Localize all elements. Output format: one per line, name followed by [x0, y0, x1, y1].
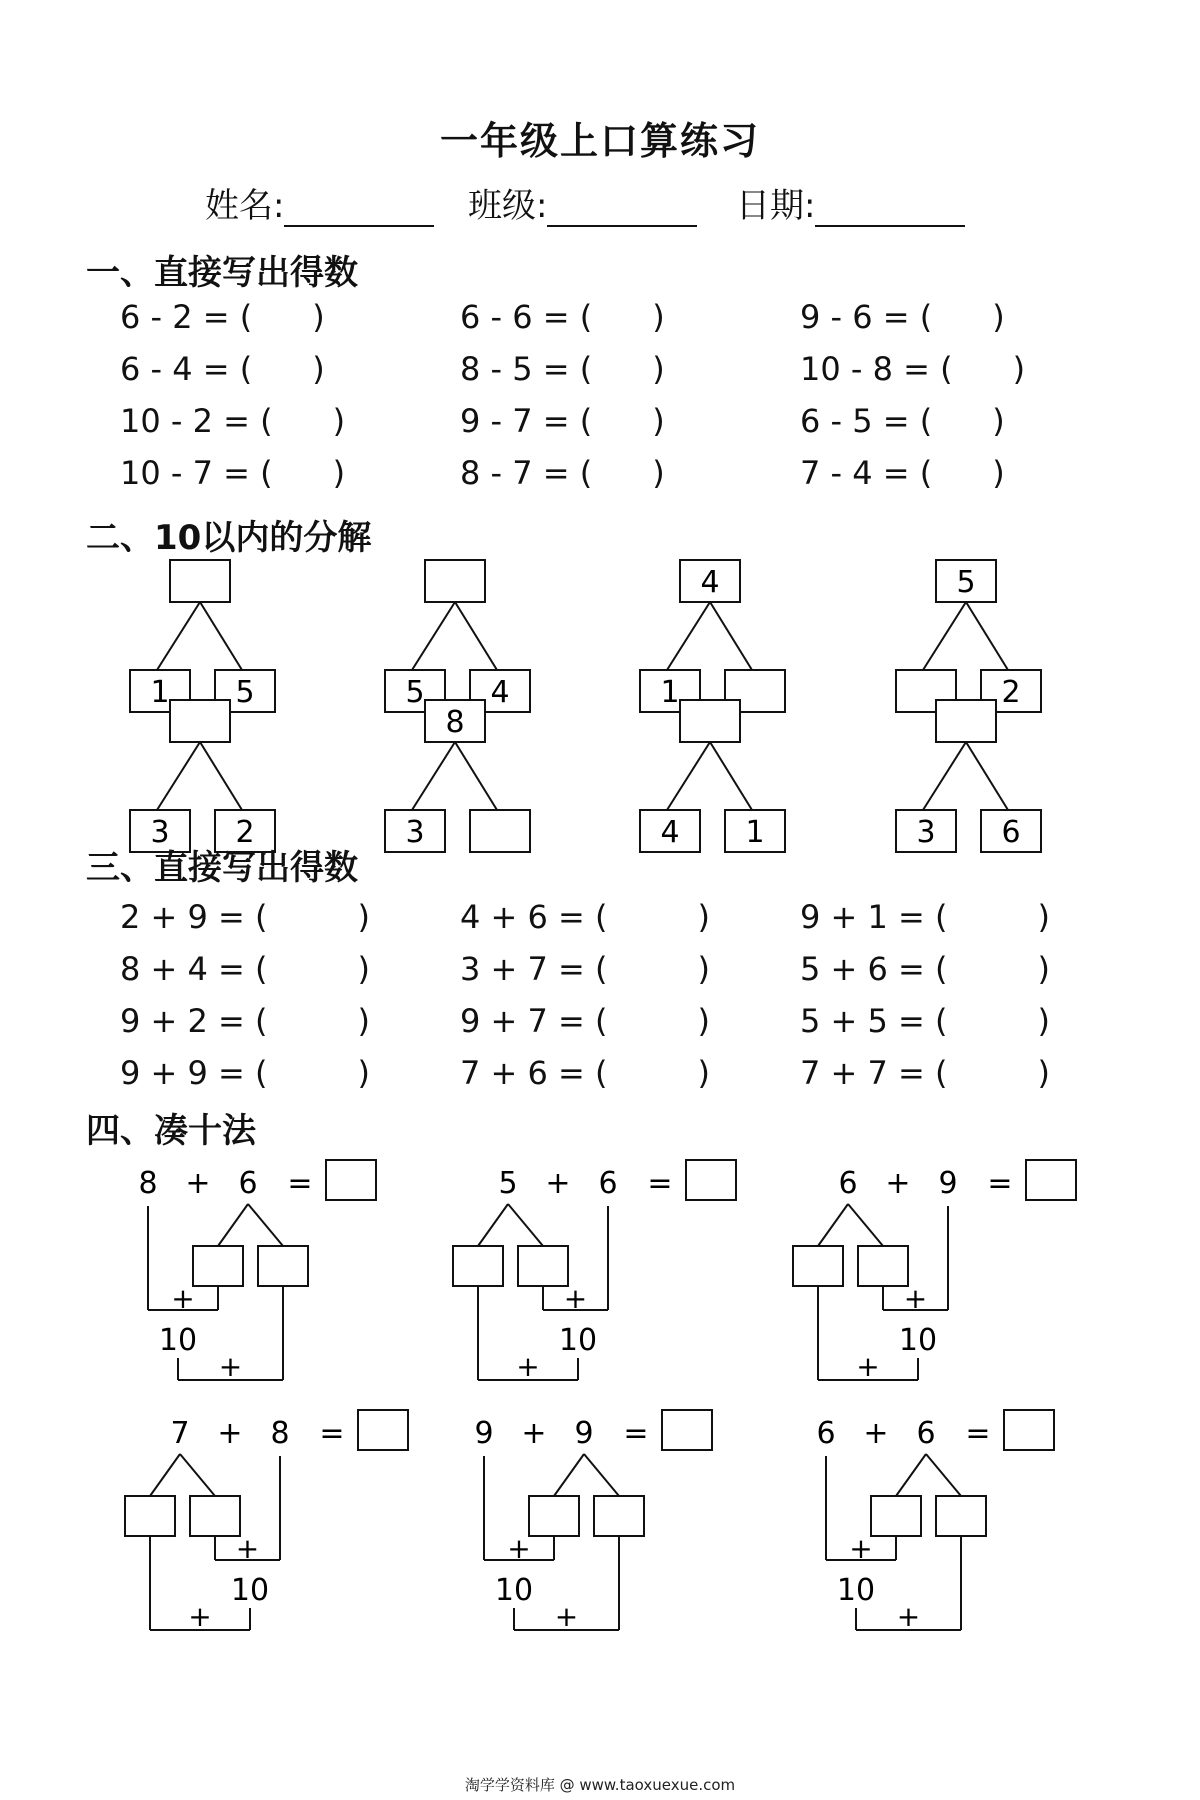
- problem-text: 10 - 8 =: [800, 350, 941, 388]
- problem-text: 7 + 6 =: [460, 1054, 596, 1092]
- answer-box[interactable]: [1026, 1160, 1076, 1200]
- answer-paren-open: (: [579, 454, 593, 492]
- answer-paren-open: (: [940, 350, 953, 388]
- answer-paren-open: (: [935, 950, 948, 988]
- decomp-right-box-value: 6: [1001, 815, 1021, 850]
- answer-paren-open: (: [239, 350, 253, 388]
- split-box-right[interactable]: [936, 1496, 986, 1536]
- plus-sign: +: [185, 1166, 211, 1201]
- answer-paren-close: ): [992, 454, 1005, 492]
- answer-paren-open: (: [595, 1002, 608, 1040]
- answer-paren-open: (: [935, 1002, 948, 1040]
- problem-text: 9 + 1 =: [800, 898, 936, 936]
- connector-line: [584, 1454, 619, 1496]
- problem-text: 6 - 5 =: [800, 402, 920, 440]
- answer-paren-open: (: [579, 298, 593, 336]
- ten-label: 10: [836, 1573, 876, 1608]
- answer-paren-open: (: [935, 898, 948, 936]
- equals-sign: =: [287, 1166, 313, 1201]
- split-box-right[interactable]: [258, 1246, 308, 1286]
- split-box-left[interactable]: [871, 1496, 921, 1536]
- decomp-right-box-value: 2: [1001, 675, 1021, 710]
- outer-plus: +: [516, 1350, 540, 1383]
- outer-plus: +: [856, 1350, 880, 1383]
- equals-sign: =: [319, 1416, 345, 1451]
- problem-text: 6 - 2 =: [120, 298, 240, 336]
- problem-text: 8 - 7 =: [460, 454, 580, 492]
- equals-sign: =: [623, 1416, 649, 1451]
- outer-plus: +: [218, 1350, 243, 1383]
- answer-paren-close: ): [312, 350, 325, 388]
- decomp-left-box-value: 4: [660, 815, 680, 850]
- section-2-heading: 二、10以内的分解: [86, 518, 372, 558]
- name-label: 姓名:: [205, 186, 285, 226]
- addend-b: 6: [916, 1416, 936, 1451]
- answer-paren-open: (: [919, 454, 933, 492]
- answer-paren-close: ): [697, 950, 710, 988]
- addend-b: 6: [598, 1166, 618, 1201]
- equals-sign: =: [647, 1166, 673, 1201]
- outer-plus: +: [188, 1600, 212, 1633]
- decomp-top-box-value: 4: [700, 565, 720, 600]
- equals-sign: =: [965, 1416, 991, 1451]
- problem-text: 10 - 2 =: [120, 402, 261, 440]
- split-box-left[interactable]: [125, 1496, 175, 1536]
- answer-paren-open: (: [595, 950, 608, 988]
- answer-box[interactable]: [686, 1160, 736, 1200]
- connector-line: [554, 1454, 584, 1496]
- plus-sign: +: [217, 1416, 243, 1451]
- problem-text: 8 + 4 =: [120, 950, 256, 988]
- footer-text: 淘学学资料库 @ www.taoxuexue.com: [464, 1776, 736, 1794]
- answer-paren-open: (: [255, 898, 268, 936]
- answer-paren-close: ): [357, 1002, 370, 1040]
- problem-text: 9 + 7 =: [460, 1002, 596, 1040]
- answer-paren-open: (: [595, 1054, 608, 1092]
- answer-paren-close: ): [1037, 1002, 1050, 1040]
- ten-label: 10: [230, 1573, 270, 1608]
- answer-paren-close: ): [652, 298, 665, 336]
- problem-text: 7 - 4 =: [800, 454, 920, 492]
- connector-line: [150, 1454, 180, 1496]
- answer-paren-close: ): [1037, 1054, 1050, 1092]
- answer-paren-open: (: [935, 1054, 948, 1092]
- connector-line: [180, 1454, 215, 1496]
- decomp-left-box-value: 1: [150, 675, 170, 710]
- addend-a: 9: [474, 1416, 494, 1451]
- answer-box[interactable]: [1004, 1410, 1054, 1450]
- addend-a: 7: [170, 1416, 190, 1451]
- addend-b: 6: [238, 1166, 258, 1201]
- problem-text: 9 + 2 =: [120, 1002, 256, 1040]
- decomp-right-box-value: 2: [235, 815, 255, 850]
- answer-paren-close: ): [652, 402, 665, 440]
- split-box-left[interactable]: [193, 1246, 243, 1286]
- answer-paren-open: (: [579, 402, 593, 440]
- decomp-top-box-value: 8: [445, 705, 465, 740]
- page-title: 一年级上口算练习: [439, 119, 760, 163]
- answer-box[interactable]: [358, 1410, 408, 1450]
- answer-box[interactable]: [326, 1160, 376, 1200]
- answer-paren-close: ): [332, 402, 346, 440]
- split-box-left[interactable]: [793, 1246, 843, 1286]
- problem-text: 5 + 5 =: [800, 1002, 936, 1040]
- connector-line: [818, 1204, 848, 1246]
- problem-text: 6 - 4 =: [120, 350, 240, 388]
- split-box-left[interactable]: [529, 1496, 579, 1536]
- plus-sign: +: [545, 1166, 571, 1201]
- answer-paren-open: (: [260, 454, 273, 492]
- section-3-heading: 三、直接写出得数: [86, 848, 358, 888]
- answer-paren-open: (: [579, 350, 593, 388]
- decomp-left-box-value: 3: [405, 815, 425, 850]
- problem-text: 8 - 5 =: [460, 350, 580, 388]
- split-box-right[interactable]: [858, 1246, 908, 1286]
- decomp-left-box-value: 1: [660, 675, 680, 710]
- plus-sign: +: [885, 1166, 911, 1201]
- decomp-top-box-value: 5: [956, 565, 976, 600]
- section-4-heading: 四、凑十法: [86, 1111, 256, 1151]
- decomp-right-box-value: 1: [745, 815, 765, 850]
- inner-plus: +: [563, 1282, 588, 1315]
- ten-label: 10: [494, 1573, 534, 1608]
- answer-paren-open: (: [595, 898, 608, 936]
- answer-paren-close: ): [1012, 350, 1026, 388]
- decomp-right-box-value: 5: [235, 675, 255, 710]
- inner-plus: +: [507, 1532, 531, 1565]
- connector-line: [218, 1204, 248, 1246]
- addend-b: 9: [574, 1416, 594, 1451]
- addend-b: 9: [938, 1166, 958, 1201]
- answer-paren-close: ): [992, 402, 1005, 440]
- problem-text: 2 + 9 =: [120, 898, 256, 936]
- answer-paren-open: (: [255, 1054, 268, 1092]
- answer-paren-open: (: [255, 950, 268, 988]
- answer-paren-close: ): [357, 950, 370, 988]
- ten-label: 10: [558, 1323, 598, 1358]
- answer-paren-close: ): [697, 1054, 710, 1092]
- section-1-heading: 一、直接写出得数: [86, 253, 358, 293]
- problem-text: 6 - 6 =: [460, 298, 580, 336]
- problem-text: 3 + 7 =: [460, 950, 596, 988]
- connector-line: [248, 1204, 283, 1246]
- problem-text: 4 + 6 =: [460, 898, 596, 936]
- outer-plus: +: [896, 1600, 921, 1633]
- addend-a: 8: [138, 1166, 158, 1201]
- addend-a: 6: [838, 1166, 858, 1201]
- answer-paren-close: ): [332, 454, 346, 492]
- answer-paren-open: (: [239, 298, 253, 336]
- decomp-right-box-value: 4: [490, 675, 510, 710]
- split-box-left[interactable]: [453, 1246, 503, 1286]
- inner-plus: +: [235, 1532, 260, 1565]
- inner-plus: +: [849, 1532, 873, 1565]
- connector-line: [848, 1204, 883, 1246]
- decomp-left-box-value: 3: [916, 815, 936, 850]
- decomp-left-box-value: 5: [405, 675, 425, 710]
- split-box-right[interactable]: [518, 1246, 568, 1286]
- decomp-left-box-value: 3: [150, 815, 170, 850]
- split-box-right[interactable]: [190, 1496, 240, 1536]
- answer-paren-close: ): [697, 1002, 710, 1040]
- inner-plus: +: [171, 1282, 195, 1315]
- problem-text: 9 - 6 =: [800, 298, 920, 336]
- class-label: 班级:: [468, 186, 548, 226]
- answer-paren-open: (: [255, 1002, 268, 1040]
- split-box-right[interactable]: [594, 1496, 644, 1536]
- equals-sign: =: [987, 1166, 1013, 1201]
- plus-sign: +: [521, 1416, 547, 1451]
- answer-paren-open: (: [919, 298, 933, 336]
- answer-paren-open: (: [919, 402, 933, 440]
- inner-plus: +: [903, 1282, 928, 1315]
- answer-paren-close: ): [992, 298, 1005, 336]
- addend-a: 6: [816, 1416, 836, 1451]
- connector-line: [508, 1204, 543, 1246]
- answer-paren-close: ): [652, 350, 665, 388]
- plus-sign: +: [863, 1416, 889, 1451]
- answer-paren-close: ): [357, 898, 370, 936]
- answer-paren-close: ): [1037, 950, 1050, 988]
- outer-plus: +: [554, 1600, 579, 1633]
- ten-label: 10: [898, 1323, 938, 1358]
- date-label: 日期:: [736, 186, 816, 226]
- answer-paren-close: ): [697, 898, 710, 936]
- problem-text: 9 - 7 =: [460, 402, 580, 440]
- problem-text: 9 + 9 =: [120, 1054, 256, 1092]
- problem-text: 10 - 7 =: [120, 454, 261, 492]
- problem-text: 5 + 6 =: [800, 950, 936, 988]
- answer-paren-open: (: [260, 402, 273, 440]
- addend-b: 8: [270, 1416, 290, 1451]
- answer-paren-close: ): [312, 298, 325, 336]
- answer-box[interactable]: [662, 1410, 712, 1450]
- addend-a: 5: [498, 1166, 518, 1201]
- answer-paren-close: ): [1037, 898, 1050, 936]
- answer-paren-close: ): [652, 454, 665, 492]
- connector-line: [478, 1204, 508, 1246]
- problem-text: 7 + 7 =: [800, 1054, 936, 1092]
- ten-label: 10: [158, 1323, 198, 1358]
- answer-paren-close: ): [357, 1054, 370, 1092]
- connector-line: [896, 1454, 926, 1496]
- connector-line: [926, 1454, 961, 1496]
